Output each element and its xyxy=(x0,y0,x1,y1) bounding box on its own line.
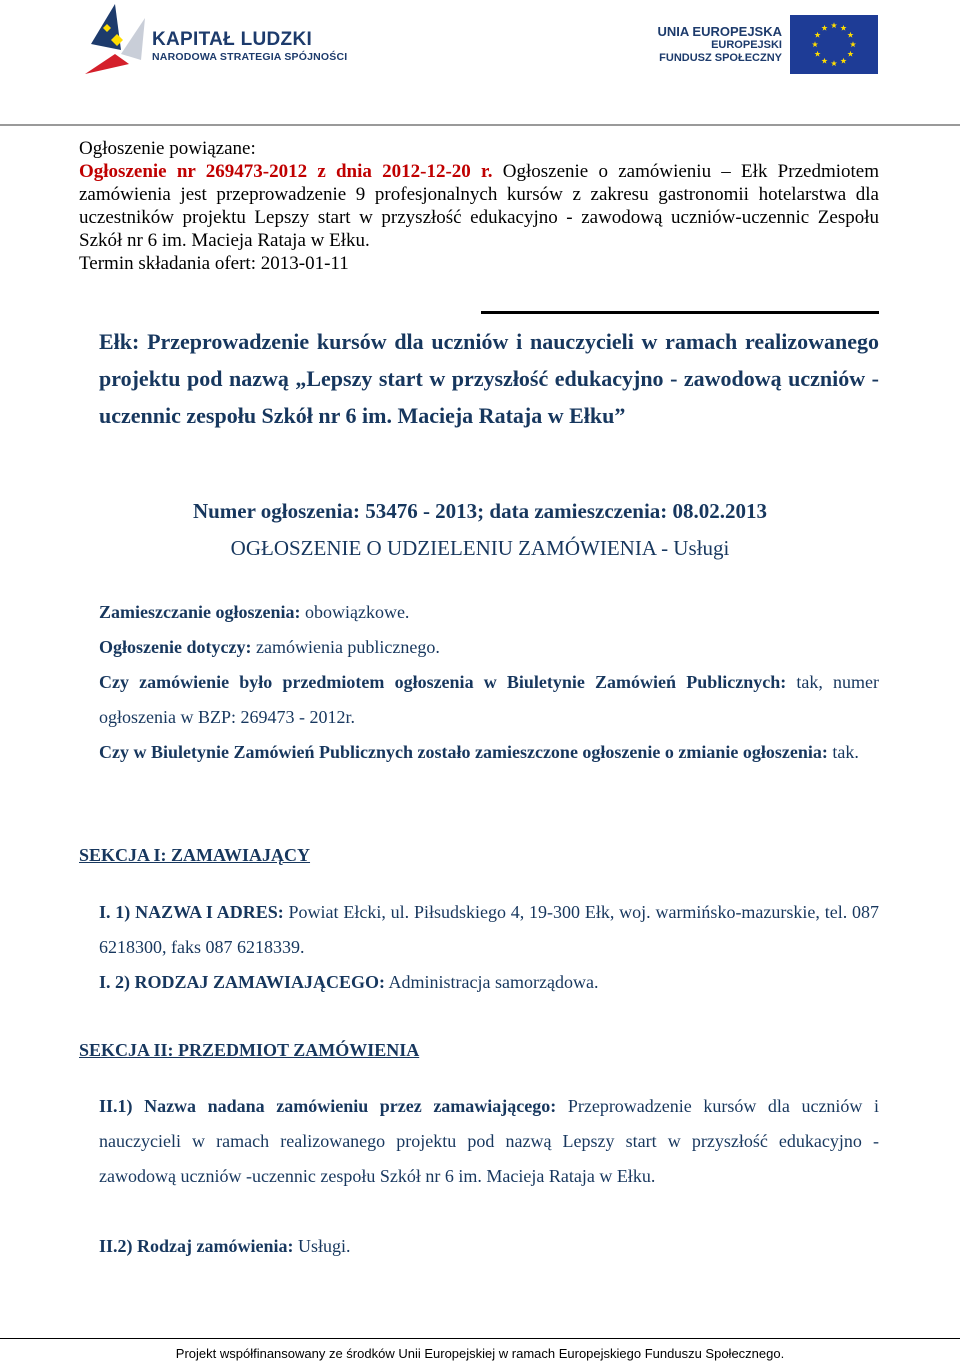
kl-subtitle: NARODOWA STRATEGIA SPÓJNOŚCI xyxy=(152,51,348,63)
field-placement xyxy=(99,595,879,630)
s1-type-value: Administracja samorządowa. xyxy=(385,972,599,992)
bzp-value: tak, numer ogłoszenia w BZP: 269473 - 2012r. xyxy=(99,672,879,727)
concerns-value: zamówienia publicznego. xyxy=(251,637,440,657)
s1-type-label: I. 2) RODZAJ ZAMAWIAJĄCEGO: xyxy=(99,972,386,992)
concerns-label: Ogłoszenie dotyczy: xyxy=(99,637,252,657)
related-heading: Ogłoszenie powiązane: xyxy=(79,138,256,159)
field-bzp xyxy=(99,665,879,735)
section-1-heading: SEKCJA I: ZAMAWIAJĄCY xyxy=(79,845,311,865)
page-header xyxy=(0,0,960,120)
field-concerns xyxy=(99,630,879,665)
section-separator xyxy=(481,311,879,314)
notice-title xyxy=(99,323,879,434)
offer-deadline: Termin składania ofert: 2013-01-11 xyxy=(79,253,349,274)
eu-title: UNIA EUROPEJSKA xyxy=(657,24,782,39)
kl-title: KAPITAŁ LUDZKI xyxy=(152,29,313,50)
eu-wordmark xyxy=(658,24,782,65)
related-notice xyxy=(79,137,879,275)
section-1-name-address xyxy=(99,895,879,965)
s2-name-label: II.1) Nazwa nadana zamówieniu przez zamawiającego: xyxy=(99,1096,557,1116)
s2-kind-label: II.2) Rodzaj zamówienia: xyxy=(99,1236,294,1256)
footer-note: Projekt współfinansowany ze środków Unii Europejskiej w ramach Europejskiego Funduszu Społecznego. xyxy=(175,1346,785,1361)
bzp-label: Czy zamówienie było przedmiotem ogłoszenia w Biuletynie Zamówień Publicznych: xyxy=(99,672,787,692)
eu-flag-icon xyxy=(790,15,878,74)
s2-name-value: Przeprowadzenie kursów dla uczniów i nauczycieli w ramach realizowanego projektu pod nazwą Lepszy start w przyszłość edukacyjno - zawodową uczniów -uczennic zespołu Szkół nr 6 im. Macieja Rataja w Ełku. xyxy=(99,1096,879,1186)
placement-label: Zamieszczanie ogłoszenia: xyxy=(99,602,301,622)
notice-type: OGŁOSZENIE O UDZIELENIU ZAMÓWIENIA - Usługi xyxy=(230,536,730,560)
section-2-kind xyxy=(99,1229,879,1264)
title-main: Ełk: Przeprowadzenie kursów dla uczniów i nauczycieli w ramach realizowanego projektu pod nazwą „Lepszy start w przyszłość edukacyjno - zawodową uczniów -uczennic zespołu Szkół nr 6 im. xyxy=(99,329,879,428)
section-1-type xyxy=(99,965,879,1000)
field-change xyxy=(99,735,879,770)
eu-fund-line1: EUROPEJSKI xyxy=(711,39,782,51)
related-notice-link[interactable]: Ogłoszenie nr 269473-2012 z dnia 2012-12-20 r. xyxy=(79,161,493,182)
kapital-ludzki-wordmark xyxy=(152,30,347,64)
s1-name-value: Powiat Ełcki, ul. Piłsudskiego 4, 19-300 Ełk, woj. warmińsko-mazurskie, tel. 087 6218300, faks 087 6218339. xyxy=(99,902,879,957)
related-desc-text: Ogłoszenie o zamówieniu – Ełk Przedmiotem zamówienia jest przeprowadzenie 9 profesjonalnych kursów z zakresu gastronomii hotelarstwa dla uczestników projektu Lepszy start w przyszłość edukacyjno - zawodową uczniów-uczennic Zespołu Szkół nr 6 im. Macieja Rataja w Ełku. xyxy=(79,161,879,251)
section-2-heading: SEKCJA II: PRZEDMIOT ZAMÓWIENIA xyxy=(79,1040,420,1060)
change-value: tak. xyxy=(827,742,859,762)
footer-divider xyxy=(0,1338,960,1339)
s2-kind-value: Usługi. xyxy=(293,1236,351,1256)
notice-number: Numer ogłoszenia: 53476 - 2013; data zamieszczenia: 08.02.2013 xyxy=(192,499,768,523)
section-2-name xyxy=(99,1089,879,1194)
header-divider xyxy=(0,124,960,126)
related-description xyxy=(79,160,879,252)
eu-fund-line2: FUNDUSZ SPOŁECZNY xyxy=(659,52,782,64)
title-rest: Macieja Rataja w Ełku” xyxy=(391,403,626,428)
s1-name-label: I. 1) NAZWA I ADRES: xyxy=(99,902,284,922)
placement-value: obowiązkowe. xyxy=(300,602,410,622)
change-label: Czy w Biuletynie Zamówień Publicznych zostało zamieszczone ogłoszenie o zmianie ogłoszenia: xyxy=(99,742,828,762)
